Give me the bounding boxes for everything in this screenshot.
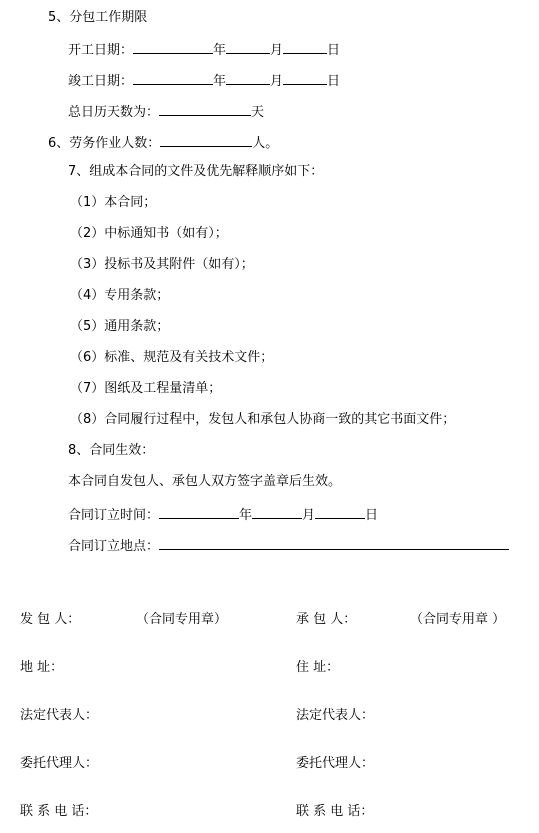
employer-agent-label: 委托代理人： <box>20 756 99 771</box>
contractor-phone-label: 联 系 电 话： <box>296 804 374 819</box>
start-day-field[interactable] <box>283 40 327 54</box>
total-days-label: 总日历天数为： <box>68 105 160 120</box>
employer-address-label: 地 址： <box>20 660 64 675</box>
year-text: 年 <box>213 74 227 89</box>
workers-field[interactable] <box>160 133 252 147</box>
doc-item: （7）图纸及工程量清单； <box>70 381 222 396</box>
employer-phone-label: 联 系 电 话： <box>20 804 98 819</box>
end-date-label: 竣工日期： <box>68 74 134 89</box>
start-year-field[interactable] <box>133 40 213 54</box>
contract-day-field[interactable] <box>315 505 365 519</box>
workers-label: 6、劳务作业人数： <box>48 136 161 151</box>
contract-year-field[interactable] <box>159 505 239 519</box>
end-year-field[interactable] <box>133 71 213 85</box>
start-date-label: 开工日期： <box>68 43 134 58</box>
end-date-row <box>68 71 340 90</box>
contract-place-field[interactable] <box>159 536 509 550</box>
days-unit: 天 <box>251 105 265 120</box>
section5-title: 5、分包工作期限 <box>48 10 148 25</box>
month-text: 月 <box>270 43 284 58</box>
effective-text: 本合同自发包人、承包人双方签字盖章后生效。 <box>68 474 342 489</box>
month-text: 月 <box>270 74 284 89</box>
total-days-field[interactable] <box>159 102 251 116</box>
year-text: 年 <box>213 43 227 58</box>
employer-legal-rep-label: 法定代表人： <box>20 708 99 723</box>
contractor-address-label: 住 址： <box>296 660 340 675</box>
section7-title: 7、组成本合同的文件及优先解释顺序如下： <box>68 164 324 179</box>
contract-place-row <box>68 536 509 555</box>
workers-row <box>48 133 278 152</box>
year-text: 年 <box>239 508 253 523</box>
day-text: 日 <box>327 43 341 58</box>
end-month-field[interactable] <box>226 71 270 85</box>
contract-time-label: 合同订立时间： <box>68 508 160 523</box>
doc-item: （8）合同履行过程中，发包人和承包人协商一致的其它书面文件； <box>70 412 456 427</box>
start-date-row <box>68 40 340 59</box>
contractor-legal-rep-label: 法定代表人： <box>296 708 375 723</box>
contract-month-field[interactable] <box>252 505 302 519</box>
day-text: 日 <box>365 508 379 523</box>
end-day-field[interactable] <box>283 71 327 85</box>
contractor-agent-label: 委托代理人： <box>296 756 375 771</box>
employer-label: 发 包 人： <box>20 612 81 627</box>
contract-time-row <box>68 505 378 524</box>
contractor-label: 承 包 人： <box>296 612 357 627</box>
doc-item: （5）通用条款； <box>70 319 170 334</box>
month-text: 月 <box>302 508 316 523</box>
contractor-seal: （合同专用章 ） <box>410 612 506 627</box>
doc-item: （4）专用条款； <box>70 288 170 303</box>
doc-item: （2）中标通知书（如有）； <box>70 226 228 241</box>
section8-title: 8、合同生效： <box>68 443 155 458</box>
total-days-row <box>68 102 264 121</box>
employer-seal: （合同专用章） <box>136 612 228 627</box>
contract-place-label: 合同订立地点： <box>68 539 160 554</box>
workers-unit: 人。 <box>252 136 279 151</box>
doc-item: （6）标准、规范及有关技术文件； <box>70 350 274 365</box>
doc-item: （1）本合同； <box>70 195 157 210</box>
start-month-field[interactable] <box>226 40 270 54</box>
day-text: 日 <box>327 74 341 89</box>
doc-item: （3）投标书及其附件（如有）； <box>70 257 254 272</box>
